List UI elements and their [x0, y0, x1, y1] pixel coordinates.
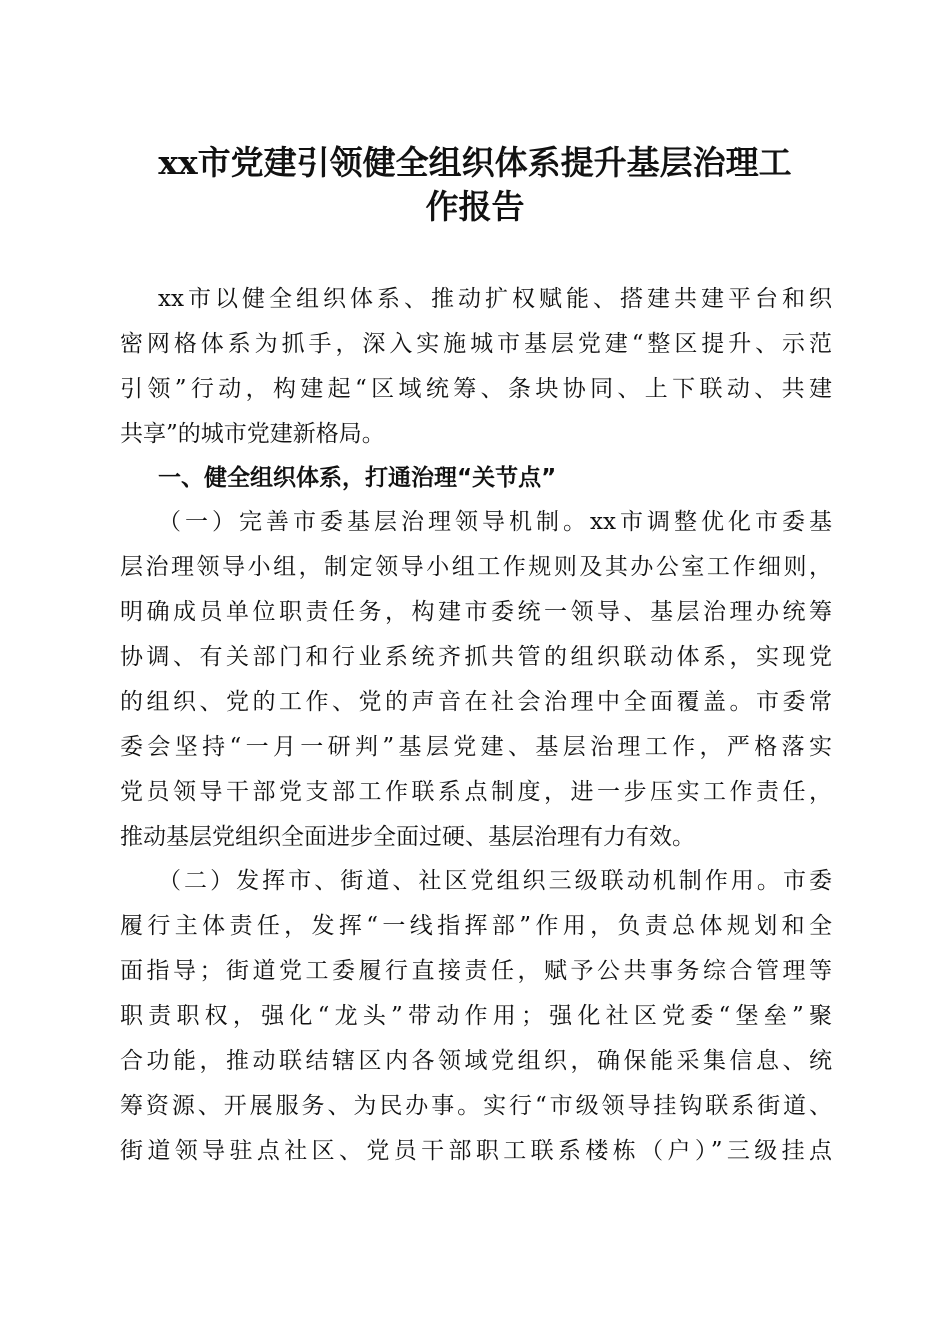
section-1-heading: 一、健全组织体系，打通治理“关节点” — [158, 465, 557, 491]
subsection-1-line-5: 的组织、党的工作、党的声音在社会治理中全面覆盖。市委常 — [120, 689, 832, 715]
subsection-1-line-2: 层治理领导小组，制定领导小组工作规则及其办公室工作细则， — [120, 554, 832, 580]
subsection-1-line-8: 推动基层党组织全面进步全面过硬、基层治理有力有效。 — [120, 824, 695, 850]
subsection-2-line-1: （二）发挥市、街道、社区党组织三级联动机制作用。市委 — [158, 868, 832, 894]
intro-line-1: xx市以健全组织体系、推动扩权赋能、搭建共建平台和织 — [158, 286, 832, 312]
subsection-1-line-4: 协调、有关部门和行业系统齐抓共管的组织联动体系，实现党 — [120, 644, 832, 670]
subsection-2-line-2: 履行主体责任，发挥“一线指挥部”作用，负责总体规划和全 — [120, 913, 832, 939]
subsection-2-line-5: 合功能，推动联结辖区内各领域党组织，确保能采集信息、统 — [120, 1048, 832, 1074]
intro-line-4: 共享”的城市党建新格局。 — [120, 421, 385, 447]
subsection-1-line-1: （一）完善市委基层治理领导机制。xx市调整优化市委基 — [158, 509, 832, 535]
intro-line-3: 引领”行动，构建起“区域统筹、条块协同、上下联动、共建 — [120, 376, 832, 402]
subsection-2-line-4: 职责职权，强化“龙头”带动作用；强化社区党委“堡垒”聚 — [120, 1003, 832, 1029]
subsection-1-line-3: 明确成员单位职责任务，构建市委统一领导、基层治理办统筹 — [120, 599, 832, 625]
document-title-line-1: xx市党建引领健全组织体系提升基层治理工 — [158, 143, 792, 182]
subsection-1-line-7: 党员领导干部党支部工作联系点制度，进一步压实工作责任， — [120, 779, 832, 805]
document-title-line-2: 作报告 — [425, 187, 525, 226]
subsection-2-line-3: 面指导；街道党工委履行直接责任，赋予公共事务综合管理等 — [120, 958, 832, 984]
subsection-2-line-6: 筹资源、开展服务、为民办事。实行“市级领导挂钩联系街道、 — [120, 1093, 832, 1119]
intro-line-2: 密网格体系为抓手，深入实施城市基层党建“整区提升、示范 — [120, 331, 832, 357]
subsection-2-line-7: 街道领导驻点社区、党员干部职工联系楼栋（户）”三级挂点 — [120, 1138, 832, 1164]
subsection-1-line-6: 委会坚持“一月一研判”基层党建、基层治理工作，严格落实 — [120, 734, 832, 760]
